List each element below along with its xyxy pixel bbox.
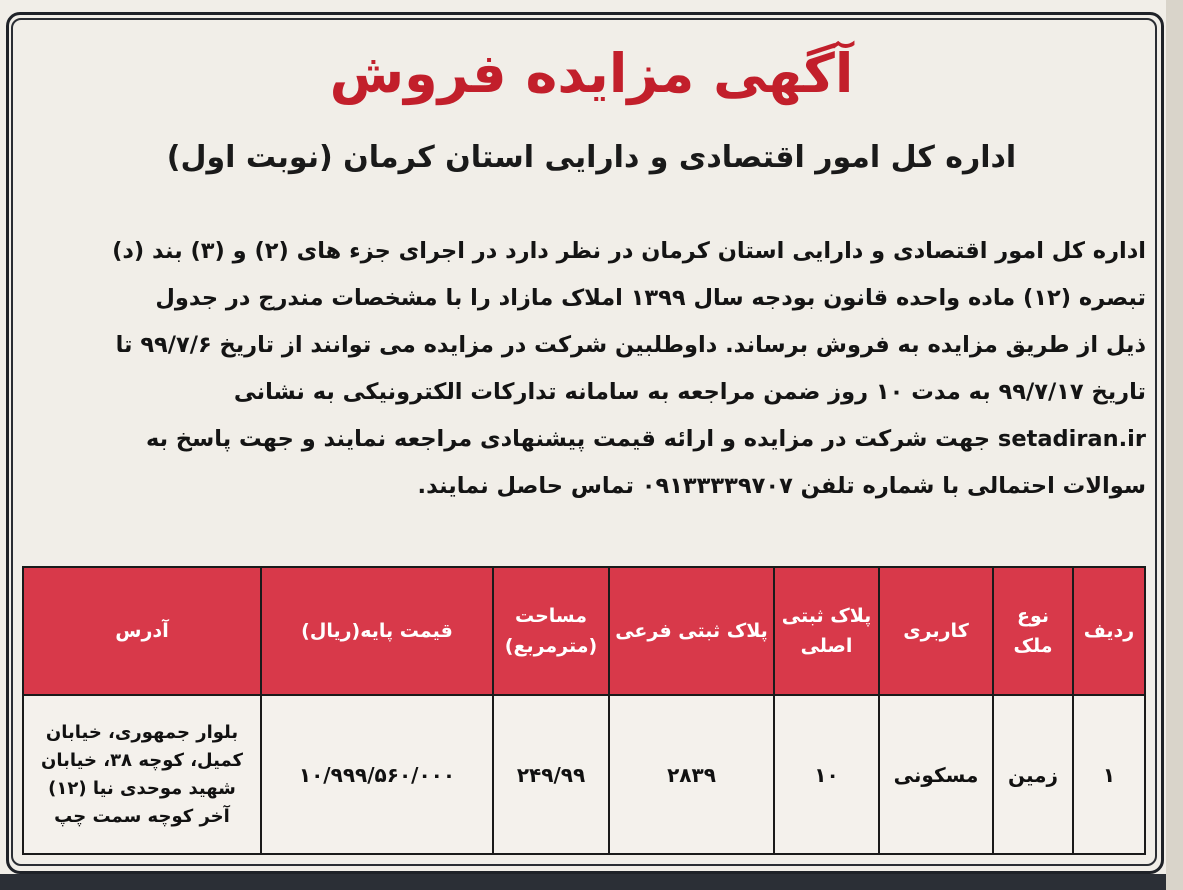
property-table [22,566,1146,855]
header-base-price: قیمت پایه(ریال) [261,567,493,695]
cell-base-price: ۱۰/۹۹۹/۵۶۰/۰۰۰ [261,695,493,854]
bottom-divider [0,874,1183,890]
notice-body [36,228,1146,510]
table-row [23,695,1145,854]
body-line: ذیل از طریق مزایده به فروش برساند. داوطلبین شرکت در مزایده می توانند از تاریخ ۹۹/۷/۶ تا [115,332,1146,358]
body-line: تبصره (۱۲) ماده واحده قانون بودجه سال ۱۳۹۹ املاک مازاد را با مشخصات مندرج در جدول [155,285,1146,311]
header-usage: کاربری [879,567,993,695]
header-address: آدرس [23,567,261,695]
header-row-number: ردیف [1073,567,1145,695]
cell-area: ۲۴۹/۹۹ [493,695,609,854]
header-area: مساحت (مترمربع) [493,567,609,695]
notice-subtitle: اداره کل امور اقتصادی و دارایی استان کرمان (نوبت اول) [166,140,1017,175]
notice-title: آگهی مزایده فروش [329,42,854,105]
body-line: اداره کل امور اقتصادی و دارایی استان کرمان در نظر دارد در اجرای جزء های (۲) و (۳) بند (د) [112,238,1146,264]
cell-row-number: ۱ [1073,695,1145,854]
body-line: setadiran.ir جهت شرکت در مزایده و ارائه قیمت پیشنهادی مراجعه نمایند و جهت پاسخ به [145,426,1146,452]
page-edge [1166,0,1183,890]
table-header-row [23,567,1145,695]
cell-sub-plate: ۲۸۳۹ [609,695,774,854]
cell-property-type: زمین [993,695,1073,854]
cell-main-plate: ۱۰ [774,695,879,854]
header-sub-plate: پلاک ثبتی فرعی [609,567,774,695]
header-main-plate: پلاک ثبتی اصلی [774,567,879,695]
body-line: سوالات احتمالی با شماره تلفن ۰۹۱۳۳۳۳۹۷۰۷ تماس حاصل نمایند. [417,473,1146,499]
cell-address: بلوار جمهوری، خیابان کمیل، کوچه ۳۸، خیابان شهید موحدی نیا (۱۲) آخر کوچه سمت چپ [23,695,261,854]
body-line: تاریخ ۹۹/۷/۱۷ به مدت ۱۰ روز ضمن مراجعه به سامانه تدارکات الکترونیکی به نشانی [233,379,1146,405]
cell-usage: مسکونی [879,695,993,854]
header-property-type: نوع ملک [993,567,1073,695]
